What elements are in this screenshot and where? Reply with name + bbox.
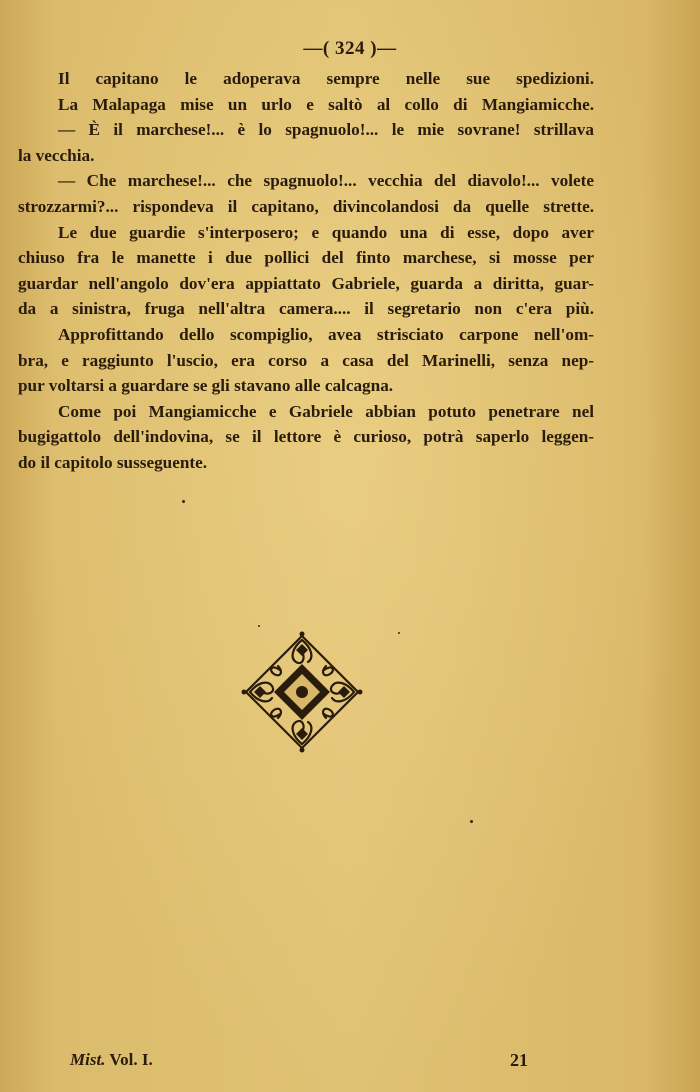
text-line: la vecchia. xyxy=(18,145,95,165)
paper-speck xyxy=(398,632,400,634)
text-line: Il capitano le adoperava sempre nelle sue spedizioni. xyxy=(58,69,594,88)
printer-signature xyxy=(70,1050,153,1070)
text-line: pur voltarsi a guardare se gli stavano alle calcagna. xyxy=(18,376,394,396)
floral-vignette-icon xyxy=(240,630,364,754)
paper-speck xyxy=(182,500,185,503)
paper-speck xyxy=(258,625,260,627)
page-number-header: —( 324 )— xyxy=(303,38,397,59)
text-line: chiuso fra le manette i due pollici del finto marchese, si mosse per xyxy=(18,248,594,268)
text-line: Le due guardie s'interposero; e quando una di esse, dopo aver xyxy=(58,222,594,242)
text-line: Approfittando dello scompiglio, avea strisciato carpone nell'om- xyxy=(58,324,594,344)
text-line: La Malapaga mise un urlo e saltò al collo di Mangiamicche. xyxy=(58,94,594,114)
signature-abbrev: Mist. xyxy=(70,1050,106,1069)
signature-volume: Vol. I. xyxy=(109,1050,153,1069)
text-line: da a sinistra, fruga nell'altra camera.... il segretario non c'era più. xyxy=(18,299,594,319)
text-line: — È il marchese!... è lo spagnuolo!... le mie sovrane! strillava xyxy=(58,120,594,140)
text-line: guardar nell'angolo dov'era appiattato Gabriele, guarda a diritta, guar- xyxy=(18,273,594,293)
signature-number: 21 xyxy=(510,1050,528,1070)
text-line: bugigattolo dell'indovina, se il lettore è curioso, potrà saperlo leggen- xyxy=(18,427,594,447)
text-line: bra, e raggiunto l'uscio, era corso a casa del Marinelli, senza nep- xyxy=(18,350,594,370)
paper-speck xyxy=(470,820,473,823)
text-line: Come poi Mangiamicche e Gabriele abbian potuto penetrare nel xyxy=(58,401,594,421)
body-text xyxy=(18,66,594,476)
text-line: — Che marchese!... che spagnuolo!... vecchia del diavolo!... volete xyxy=(58,171,594,191)
text-line: strozzarmi?... rispondeva il capitano, divincolandosi da quelle strette. xyxy=(18,196,594,216)
text-line: do il capitolo susseguente. xyxy=(18,452,208,472)
